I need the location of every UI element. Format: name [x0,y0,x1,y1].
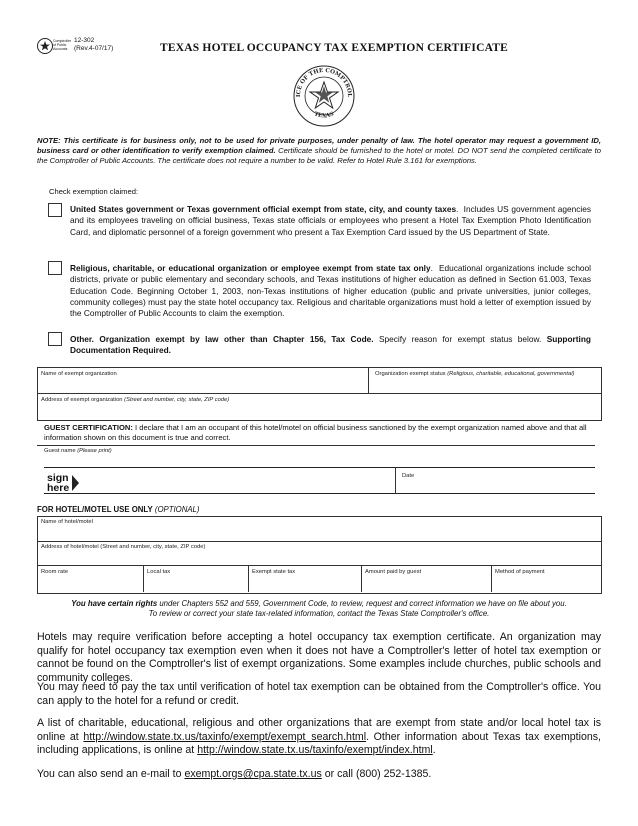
paragraph-contact: You can also send an e-mail to exempt.orgs@cpa.state.tx.us or call (800) 252-1385. [37,768,432,780]
exempt-state-tax-field[interactable] [249,576,360,591]
exempt-state-tax-label: Exempt state tax [252,569,296,575]
option-other [70,334,591,357]
page-title: TEXAS HOTEL OCCUPANCY TAX EXEMPTION CERTIFICATE [160,42,508,54]
form-number: 12-302 [74,37,95,44]
option-other-supporting: Supporting Documentation Required. [70,334,591,356]
paragraph-verification: Hotels may require verification before accepting a hotel occupancy tax exemption certificate. An organization may qualify for hotel occupancy tax exemption even when it does not have a Comptroller's letter of hotel tax exemption or cannot be found on the Comptroller's list of exempt organizations. Some examples include churches, public schools and community colleges. [37,631,601,684]
org-status-label: Organization exempt status (Religious, charitable, educational, governmental) [375,371,575,377]
comptroller-logo-text: Comptroller of Public Accounts [53,39,72,51]
amount-paid-label: Amount paid by guest [365,569,422,575]
sign-arrow [72,475,79,491]
option-us-government-text: Includes US government agencies and its employees traveling on official business, Texas state officials or employees who present a Hotel Tax Exemption Photo Identification Card, and diplomatic personnel of a foreign government who present a Tax Exemption Card issued by the US Department of State. [70,204,591,237]
local-tax-field[interactable] [144,576,247,591]
org-name-field[interactable] [38,378,367,392]
email-link[interactable]: exempt.orgs@cpa.state.tx.us [184,768,322,780]
hotel-name-label: Name of hotel/motel [41,519,93,525]
signature-field[interactable] [82,470,394,492]
local-tax-label: Local tax [147,569,171,575]
room-rate-field[interactable] [38,576,142,591]
hotel-address-field[interactable] [38,551,599,564]
hotel-use-heading: FOR HOTEL/MOTEL USE ONLY (OPTIONAL) [37,505,200,514]
option-other-title: Other. Organization exempt by law other than Chapter 156, Tax Code. [70,334,374,344]
option-religious-charitable: Religious, charitable, or educational organization or employee exempt from state tax only. Educational organizations include school districts, private or public elementary and secondary schools, and Texas institutions of higher education as defined in Section 61.003, Texas Education Code. Beginning October 1, 2003, non-Texas institutions of higher education (public and private universities, junior colleges, community colleges) must pay the state hotel occupancy tax. Religious and charitable organizations must hold a letter of exemption issued by the Comptroller of Public Accounts to claim the exemption. [70,263,592,319]
note-italic: Certificate should be furnished to the hotel or motel. DO NOT send the completed certificate to the Comptroller of Public Accounts. The certificate does not require a number to be valid. Refer to Hotel Rule 3.161 for exemptions. [37,146,601,165]
sign-here-marker: sign here [47,472,70,494]
hotel-name-field[interactable] [38,526,599,540]
option-us-government: United States government or Texas government official exempt from state, city, and county taxes. Includes US government agencies and its employees traveling on official business, Texas state officials or employees who present a Hotel Tax Exemption Photo Identification Card, and diplomatic personnel of a foreign government who present a Tax Exemption Card issued by the US Department of State. [70,204,591,237]
option-us-government-title: United States government or Texas government official exempt from state, city, and county taxes [70,204,457,214]
guest-cert-text: I declare that I am an occupant of this hotel/motel on official business sanctioned by the exempt organization named above and that all information shown on this document is true and correct. [44,423,587,442]
option-religious-text: Educational organizations include school districts, private or public elementary and secondary schools, and Texas institutions of higher education as defined in Section 61.003, Texas Education Code. Beginning October 1, 2003, non-Texas institutions of higher education (public and private universities, junior colleges, community colleges) must pay the state hotel occupancy tax. Religious and charitable organizations must hold a letter of exemption issued by the Comptroller of Public Accounts to claim the exemption. [70,263,592,319]
note-bold: NOTE: This certificate is for business only, not to be used for private purposes, under penalty of law. The hotel operator may request a government ID, business card or other identification to verify exemption claimed. [37,136,601,155]
checkbox-religious-charitable[interactable] [48,261,62,275]
exempt-search-link[interactable]: http://window.state.tx.us/taxinfo/exempt/exempt_search.html [83,730,367,743]
seal-text-bottom: TEXAS [313,111,335,120]
amount-paid-field[interactable] [362,576,490,591]
hotel-address-label: Address of hotel/motel (Street and number, city, state, ZIP code) [41,544,206,550]
option-religious-title: Religious, charitable, or educational organization or employee exempt from state tax only [70,263,431,273]
org-name-label: Name of exempt organization [41,371,117,377]
rights-bold: You have certain rights [71,599,158,608]
guest-certification [44,423,596,443]
form-revision: (Rev.4-07/17) [74,45,114,52]
checkbox-other[interactable] [48,332,62,346]
guest-name-label: Guest name (Please print) [44,448,112,454]
option-other-text: Specify reason for exempt status below. [379,334,542,344]
date-field[interactable] [397,480,594,492]
org-status-field[interactable] [370,378,599,392]
guest-cert-heading: GUEST CERTIFICATION: [44,423,133,432]
exempt-index-link[interactable]: http://window.state.tx.us/taxinfo/exempt/index.html [197,744,433,756]
paragraph-pay-tax: You may need to pay the tax until verification of hotel tax exemption can be obtained from the Comptroller's office. You can apply to the hotel for a refund or credit. [37,681,601,707]
date-label: Date [402,473,415,479]
seal-text-top: ICE OF THE COMPTROL [295,67,353,98]
method-of-payment-label: Method of payment [495,569,545,575]
rights-line2: To review or correct your state tax-related information, contact the Texas State Comptroller's office. [148,609,490,618]
room-rate-label: Room rate [41,569,69,575]
rights-line1: under Chapters 552 and 559, Government Code, to review, request and correct information we have on file about you. [159,599,567,608]
guest-name-field[interactable] [44,455,594,466]
star-icon [38,39,52,53]
paragraph-exempt-list: A list of charitable, educational, religious and other organizations that are exempt from state and/or local hotel tax is online at http://window.state.tx.us/taxinfo/exempt/exempt_search.html. Other information about Texas tax exemptions, including applications, is online at http://window.state.tx.us/taxinfo/exempt/index.html. [37,717,602,756]
checkbox-us-government[interactable] [48,203,62,217]
rights-notice [37,599,601,619]
org-address-field[interactable] [38,404,599,418]
check-label: Check exemption claimed: [49,187,139,196]
comptroller-logo [37,38,53,54]
org-address-label: Address of exempt organization (Street and number, city, state, ZIP code) [41,397,230,403]
comptroller-seal [292,64,356,128]
note-text [37,136,601,166]
method-of-payment-field[interactable] [492,576,599,591]
